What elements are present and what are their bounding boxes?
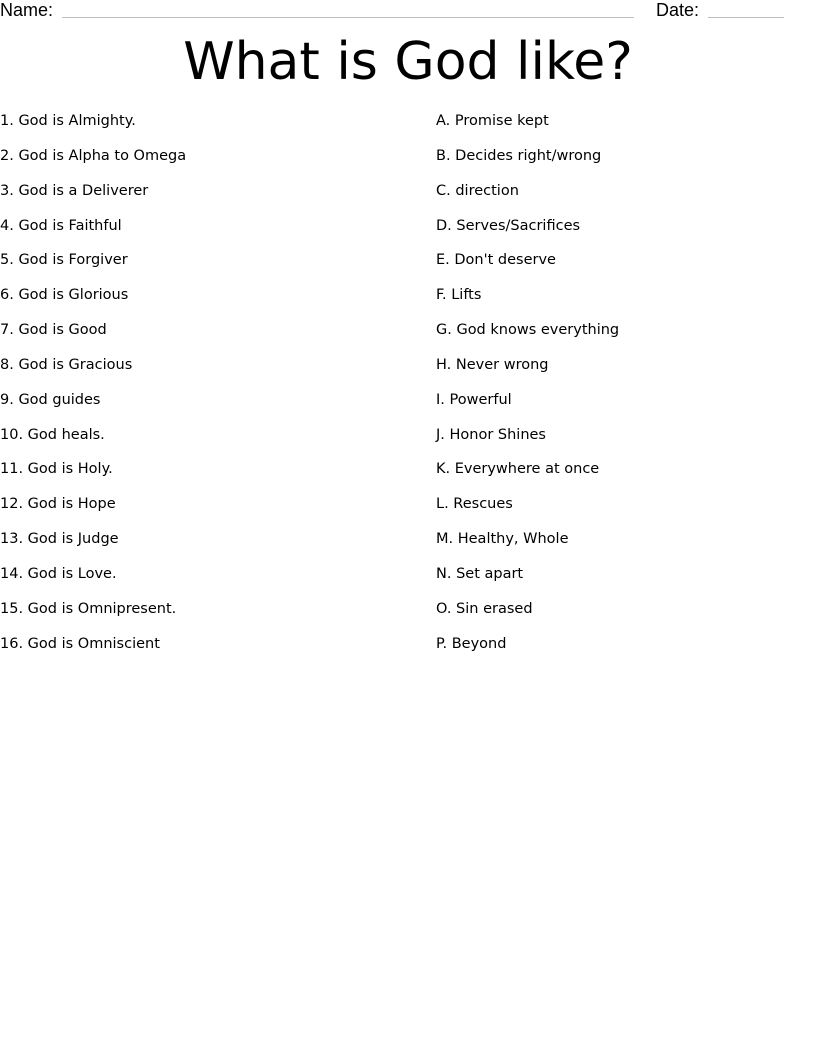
answer-item: N. Set apart (436, 565, 524, 582)
date-blank-line (708, 17, 784, 18)
clue-list (0, 109, 186, 667)
date-label: Date: (656, 0, 700, 20)
clue-item: 12. God is Hope (0, 496, 116, 513)
answer-item: E. Don't deserve (436, 252, 556, 269)
clue-item: 11. God is Holy. (0, 461, 113, 478)
clue-item: 2. God is Alpha to Omega (0, 147, 187, 164)
clue-item: 8. God is Gracious (0, 356, 133, 373)
clue-item: 15. God is Omnipresent. (0, 600, 177, 617)
answer-item: O. Sin erased (436, 600, 533, 617)
clue-item: 9. God guides (0, 391, 101, 408)
page-title: What is God like? (183, 32, 633, 92)
answer-item: P. Beyond (436, 635, 507, 652)
clue-item: 5. God is Forgiver (0, 252, 128, 269)
clue-item: 10. God heals. (0, 426, 105, 443)
answer-item: G. God knows everything (436, 322, 620, 339)
answer-item: C. direction (436, 182, 519, 199)
answer-item: K. Everywhere at once (436, 461, 600, 478)
answer-list (436, 109, 619, 667)
clue-item: 3. God is a Deliverer (0, 182, 149, 199)
clue-item: 6. God is Glorious (0, 287, 129, 304)
clue-item: 14. God is Love. (0, 565, 117, 582)
answer-item: I. Powerful (436, 391, 512, 408)
worksheet-header (0, 0, 816, 24)
answer-item: J. Honor Shines (436, 426, 546, 443)
answer-item: B. Decides right/wrong (436, 147, 602, 164)
clue-item: 13. God is Judge (0, 531, 119, 548)
clue-item: 4. God is Faithful (0, 217, 122, 234)
clue-item: 16. God is Omniscient (0, 635, 160, 652)
answer-item: L. Rescues (436, 496, 513, 513)
clue-item: 7. God is Good (0, 322, 107, 339)
answer-item: F. Lifts (436, 287, 482, 304)
answer-item: M. Healthy, Whole (436, 531, 569, 548)
clue-item: 1. God is Almighty. (0, 113, 136, 129)
answer-item: D. Serves/Sacrifices (436, 217, 581, 234)
answer-item: A. Promise kept (436, 113, 549, 129)
name-label: Name: (0, 0, 54, 20)
name-blank-line (62, 17, 634, 18)
answer-item: H. Never wrong (436, 356, 549, 373)
